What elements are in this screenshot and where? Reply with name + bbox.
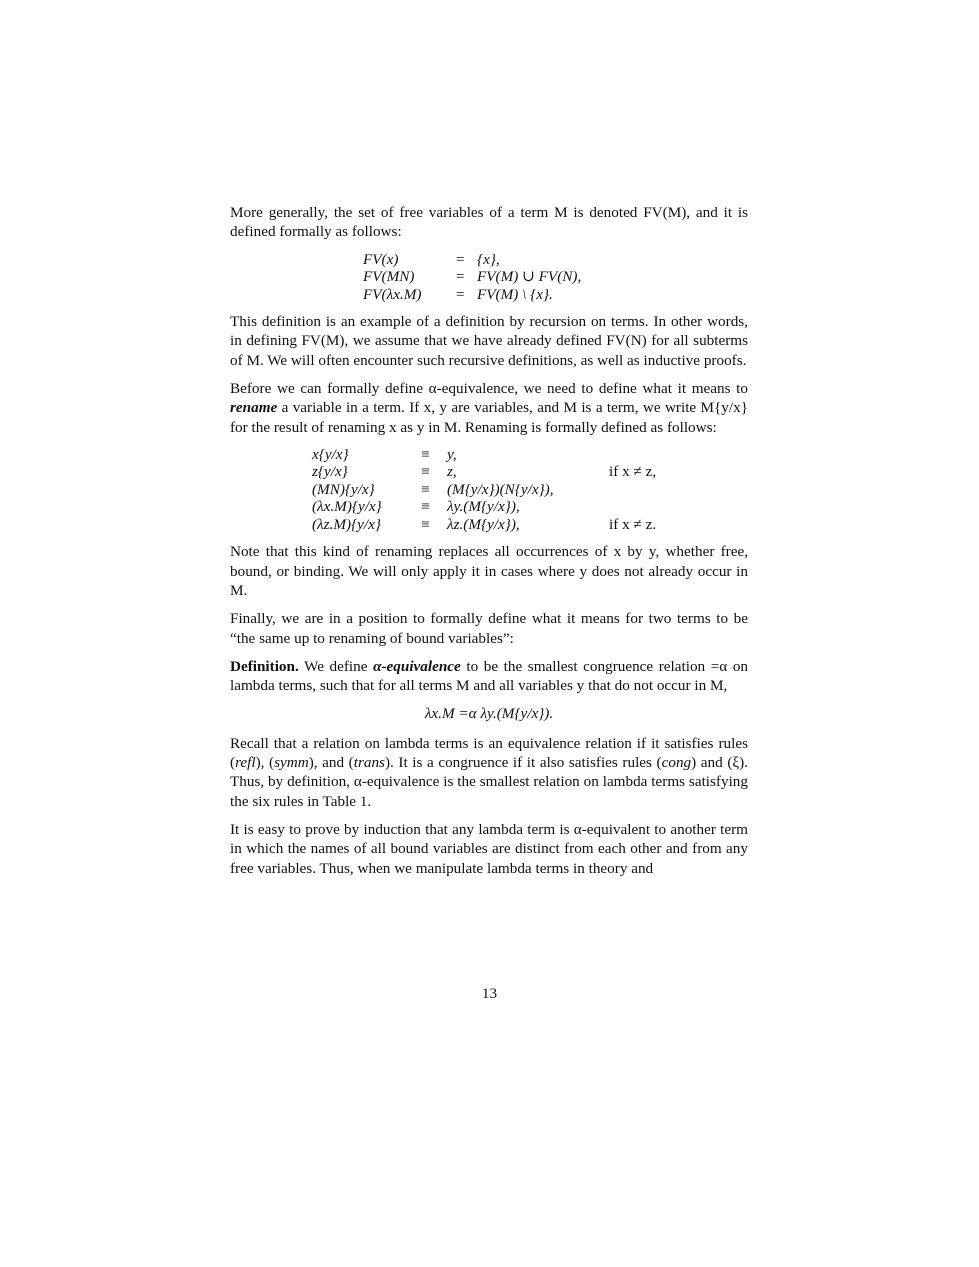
emphasis-alpha-equivalence: α-equivalence (373, 657, 461, 675)
renaming-rule-condition (609, 446, 656, 464)
renaming-rule-condition (609, 481, 656, 499)
rule-name-cong: cong (661, 754, 692, 772)
definition-alpha-equivalence (230, 657, 748, 696)
fv-rule-rhs: FV(M) \ {x}. (477, 285, 553, 303)
renaming-rule-rhs: y, (447, 445, 457, 463)
renaming-rule-condition (609, 498, 656, 516)
paragraph-free-variables-intro: More generally, the set of free variables of a term M is denoted FV(M), and it is defined formally as follows: (230, 204, 748, 241)
fv-rule-row (363, 286, 581, 304)
fv-rule-row (363, 251, 581, 269)
text-run: a variable in a term. If x, y are variables, and M is a term, we write M{y/x} for the result of renaming x as y in M. Renaming is formally defined as follows: (230, 399, 748, 436)
fv-rule-equals: = (456, 285, 465, 303)
rule-name-trans: trans (353, 754, 385, 772)
text-run: ). It is a congruence if it also satisfies rules ( (384, 754, 662, 772)
text-run: to be the smallest congruence relation =α on lambda terms, such that for all terms M and all variables y that do not occur in M, (230, 657, 749, 695)
rule-name-refl: refl (235, 754, 256, 772)
paragraph-renaming-note: Note that this kind of renaming replaces all occurrences of x by y, whether free, bound, or binding. We will only apply it in cases where y does not already occur in M. (230, 543, 748, 599)
fv-rule-rhs: FV(M) ∪ FV(N), (477, 268, 582, 286)
free-variables-definition (363, 251, 581, 304)
fv-rule-lhs: FV(MN) (363, 268, 415, 286)
fv-rule-lhs: FV(x) (363, 250, 399, 268)
renaming-rule-row (312, 498, 656, 516)
renaming-rule-condition: if x ≠ z, (609, 463, 657, 481)
renaming-rule-rhs: λz.(M{y/x}), (447, 515, 520, 533)
emphasis-rename: rename (230, 399, 278, 417)
renaming-rule-equiv: ≡ (421, 515, 430, 533)
renaming-rule-lhs: (MN){y/x} (312, 480, 375, 498)
paragraph-induction: It is easy to prove by induction that any lambda term is α-equivalent to another term in which the names of all bound variables are distinct from each other and from any free variables. Thus, when we manipulate lambda terms in theory and (230, 820, 748, 877)
text-run: Before we can formally define α-equivalence, we need to define what it means to (230, 379, 748, 397)
alpha-equivalence-formula: λx.M =α λy.(M{y/x}). (424, 705, 554, 723)
renaming-rule-row (312, 446, 656, 464)
renaming-rule-row (312, 463, 656, 481)
renaming-rule-row (312, 516, 656, 534)
renaming-definition (312, 446, 656, 534)
fv-rule-equals: = (456, 250, 465, 268)
paragraph-finally: Finally, we are in a position to formally define what it means for two terms to be “the same up to renaming of bound variables”: (230, 610, 748, 647)
renaming-rule-lhs: x{y/x} (312, 445, 349, 463)
text-run: ) and (ξ). Thus, by definition, α-equivalence is the smallest relation on lambda terms satisfying the six rules in Table 1. (230, 754, 748, 810)
fv-rule-row (363, 268, 581, 286)
renaming-rule-row (312, 481, 656, 499)
text-run: Recall that a relation on lambda terms is an equivalence relation if it satisfies rules ( (230, 734, 748, 772)
renaming-rule-condition: if x ≠ z. (609, 515, 657, 533)
page-number: 13 (481, 985, 498, 1002)
paragraph-renaming-intro (230, 379, 748, 437)
rule-name-symm: symm (274, 754, 309, 772)
renaming-rule-equiv: ≡ (421, 480, 430, 498)
renaming-rule-rhs: (M{y/x})(N{y/x}), (447, 480, 554, 498)
renaming-rule-rhs: z, (447, 463, 457, 481)
renaming-rule-rhs: λy.(M{y/x}), (447, 498, 520, 516)
paragraph-recursion: This definition is an example of a definition by recursion on terms. In other words, in defining FV(M), we assume that we have already defined FV(N) for all subterms of M. We will often encounter such recursive definitions, as well as inductive proofs. (230, 313, 748, 369)
renaming-rule-equiv: ≡ (421, 463, 430, 481)
fv-rule-lhs: FV(λx.M) (363, 285, 422, 303)
renaming-rule-equiv: ≡ (421, 498, 430, 516)
renaming-rule-equiv: ≡ (421, 445, 430, 463)
renaming-rule-lhs: z{y/x} (312, 463, 348, 481)
renaming-rule-lhs: (λz.M){y/x} (312, 515, 381, 533)
renaming-rule-lhs: (λx.M){y/x} (312, 498, 382, 516)
fv-rule-rhs: {x}, (477, 250, 500, 268)
definition-label: Definition. (230, 657, 299, 675)
paragraph-congruence (230, 734, 748, 811)
text-run: We define (298, 657, 374, 675)
text-run: ), ( (255, 754, 275, 772)
page-body (230, 203, 748, 887)
fv-rule-equals: = (456, 268, 465, 286)
text-run: ), and ( (308, 754, 354, 772)
